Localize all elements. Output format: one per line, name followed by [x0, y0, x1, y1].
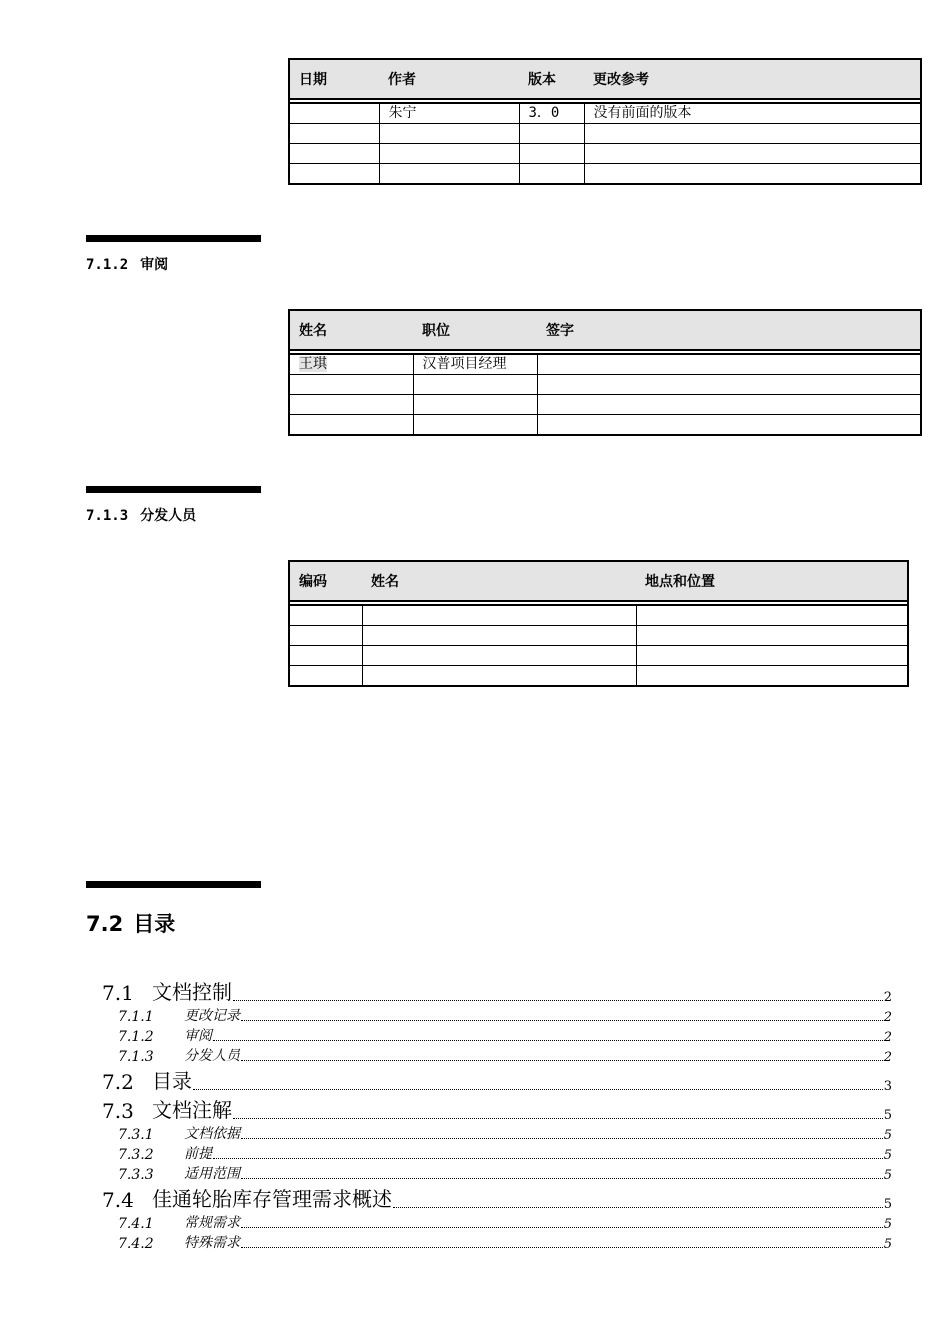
table-header-row — [289, 59, 921, 99]
toc-leader-dots — [233, 1118, 883, 1119]
table-cell — [379, 124, 519, 144]
toc-entry[interactable] — [102, 1005, 892, 1025]
toc-entry-title: 文档依据 — [184, 1126, 240, 1142]
toc-entry-title: 常规需求 — [184, 1215, 240, 1231]
table-cell: 3．0 — [519, 103, 584, 124]
toc-entry-page: 5 — [883, 1128, 892, 1143]
table-cell — [519, 144, 584, 164]
table-cell — [636, 666, 908, 687]
table-cell — [289, 605, 362, 626]
heading-number: 7.2 — [86, 912, 124, 936]
table-cell: 汉普项目经理 — [413, 354, 537, 375]
section-title: 审阅 — [140, 257, 169, 273]
toc-entry-number: 7.3.1 — [118, 1127, 154, 1143]
toc-entry-page: 5 — [883, 1237, 892, 1252]
toc-heading — [86, 908, 175, 938]
toc-entry-title: 更改记录 — [184, 1008, 240, 1024]
toc-entry-title: 文档控制 — [152, 980, 232, 1004]
review-table — [288, 309, 922, 436]
toc-entry-title: 特殊需求 — [184, 1235, 240, 1251]
table-cell — [379, 144, 519, 164]
table-cell — [636, 626, 908, 646]
table-row — [289, 354, 921, 375]
toc-entry-number: 7.3.3 — [118, 1167, 154, 1183]
table-cell: 没有前面的版本 — [584, 103, 921, 124]
toc-leader-dots — [241, 1178, 883, 1179]
table-row — [289, 626, 908, 646]
table-cell — [289, 124, 379, 144]
toc-entry[interactable] — [102, 1065, 892, 1094]
toc-entry-number: 7.1 — [102, 981, 134, 1005]
section-title: 分发人员 — [140, 508, 197, 524]
section-heading-distribution — [86, 505, 196, 525]
toc-entry-title: 文档注解 — [152, 1098, 232, 1122]
table-row — [289, 375, 921, 395]
toc-entry[interactable] — [102, 1212, 892, 1232]
table-cell — [289, 415, 413, 436]
section-number: 7.1.3 — [86, 508, 129, 524]
toc-leader-dots — [241, 1247, 883, 1248]
toc-entry[interactable] — [102, 1123, 892, 1143]
table-cell — [289, 354, 413, 375]
section-rule — [86, 881, 261, 888]
table-cell — [519, 124, 584, 144]
toc-entry[interactable] — [102, 1094, 892, 1123]
header-cell: 地点和位置 — [636, 561, 908, 601]
toc-entry-title: 佳通轮胎库存管理需求概述 — [152, 1187, 392, 1211]
table-row — [289, 395, 921, 415]
table-cell — [537, 395, 921, 415]
toc-entry-page: 5 — [883, 1217, 892, 1232]
table-cell — [636, 646, 908, 666]
table-cell — [289, 164, 379, 185]
table-row — [289, 646, 908, 666]
toc-entry-page: 2 — [883, 1050, 892, 1065]
toc-entry-title: 目录 — [152, 1069, 192, 1093]
table-cell — [289, 626, 362, 646]
toc-entry-number: 7.1.3 — [118, 1049, 154, 1065]
toc-entry-page: 5 — [883, 1197, 892, 1212]
toc-leader-dots — [193, 1089, 883, 1090]
table-cell — [584, 124, 921, 144]
toc-entry-page: 2 — [883, 1030, 892, 1045]
toc-entry-number: 7.1.1 — [118, 1009, 154, 1025]
header-cell: 更改参考 — [584, 59, 921, 99]
toc-entry-number: 7.1.2 — [118, 1029, 154, 1045]
toc-entry[interactable] — [102, 1183, 892, 1212]
toc-entry-title: 审阅 — [184, 1028, 212, 1044]
section-heading-review — [86, 254, 168, 274]
table-cell — [362, 626, 636, 646]
toc-entry-page: 5 — [883, 1148, 892, 1163]
table-row — [289, 124, 921, 144]
table-cell — [289, 375, 413, 395]
table-row — [289, 103, 921, 124]
toc-leader-dots — [393, 1207, 883, 1208]
toc-leader-dots — [213, 1158, 883, 1159]
toc-entry-number: 7.4.2 — [118, 1236, 154, 1252]
section-rule — [86, 235, 261, 242]
toc-leader-dots — [241, 1227, 883, 1228]
table-cell — [362, 605, 636, 626]
header-cell: 编码 — [289, 561, 362, 601]
toc-leader-dots — [241, 1138, 883, 1139]
toc-entry[interactable] — [102, 1025, 892, 1045]
toc-entry-number: 7.4 — [102, 1188, 134, 1212]
toc-leader-dots — [213, 1040, 883, 1041]
toc-entry-number: 7.3.2 — [118, 1147, 154, 1163]
highlighted-name: 王琪 — [299, 356, 327, 372]
table-cell — [362, 666, 636, 687]
table-row — [289, 666, 908, 687]
table-of-contents — [102, 976, 892, 1252]
table-header-row — [289, 561, 908, 601]
header-cell: 日期 — [289, 59, 379, 99]
table-row — [289, 164, 921, 185]
toc-entry-page: 2 — [883, 1010, 892, 1025]
toc-entry-number: 7.3 — [102, 1099, 134, 1123]
toc-leader-dots — [241, 1060, 883, 1061]
toc-entry-page: 3 — [883, 1079, 892, 1094]
table-cell — [537, 415, 921, 436]
table-cell — [289, 144, 379, 164]
header-cell: 姓名 — [362, 561, 636, 601]
toc-leader-dots — [233, 1000, 883, 1001]
table-cell — [289, 646, 362, 666]
table-row — [289, 605, 908, 626]
table-cell — [362, 646, 636, 666]
header-cell: 作者 — [379, 59, 519, 99]
heading-title: 目录 — [133, 912, 176, 936]
table-cell — [413, 375, 537, 395]
table-cell — [584, 164, 921, 185]
table-cell — [289, 395, 413, 415]
change-history-table — [288, 58, 922, 185]
toc-entry[interactable] — [102, 1143, 892, 1163]
section-number: 7.1.2 — [86, 257, 129, 273]
toc-entry-page: 2 — [883, 990, 892, 1005]
toc-leader-dots — [241, 1020, 883, 1021]
toc-entry-page: 5 — [883, 1168, 892, 1183]
table-cell — [289, 103, 379, 124]
table-cell — [537, 354, 921, 375]
header-cell: 姓名 — [289, 310, 413, 350]
table-cell — [413, 395, 537, 415]
toc-entry[interactable] — [102, 976, 892, 1005]
table-cell — [519, 164, 584, 185]
table-row — [289, 144, 921, 164]
toc-entry[interactable] — [102, 1045, 892, 1065]
table-row — [289, 415, 921, 436]
toc-entry-title: 分发人员 — [184, 1048, 240, 1064]
section-rule — [86, 486, 261, 493]
table-header-row — [289, 310, 921, 350]
header-cell: 签字 — [537, 310, 921, 350]
table-cell — [379, 164, 519, 185]
table-cell: 朱宁 — [379, 103, 519, 124]
header-cell: 职位 — [413, 310, 537, 350]
toc-entry-page: 5 — [883, 1108, 892, 1123]
distribution-table — [288, 560, 909, 687]
table-cell — [289, 666, 362, 687]
toc-entry-number: 7.2 — [102, 1070, 134, 1094]
toc-entry[interactable] — [102, 1232, 892, 1252]
table-cell — [413, 415, 537, 436]
table-cell — [636, 605, 908, 626]
header-cell: 版本 — [519, 59, 584, 99]
toc-entry-title: 前提 — [184, 1146, 212, 1162]
table-cell — [537, 375, 921, 395]
toc-entry-title: 适用范围 — [184, 1166, 240, 1182]
toc-entry-number: 7.4.1 — [118, 1216, 154, 1232]
table-cell — [584, 144, 921, 164]
toc-entry[interactable] — [102, 1163, 892, 1183]
